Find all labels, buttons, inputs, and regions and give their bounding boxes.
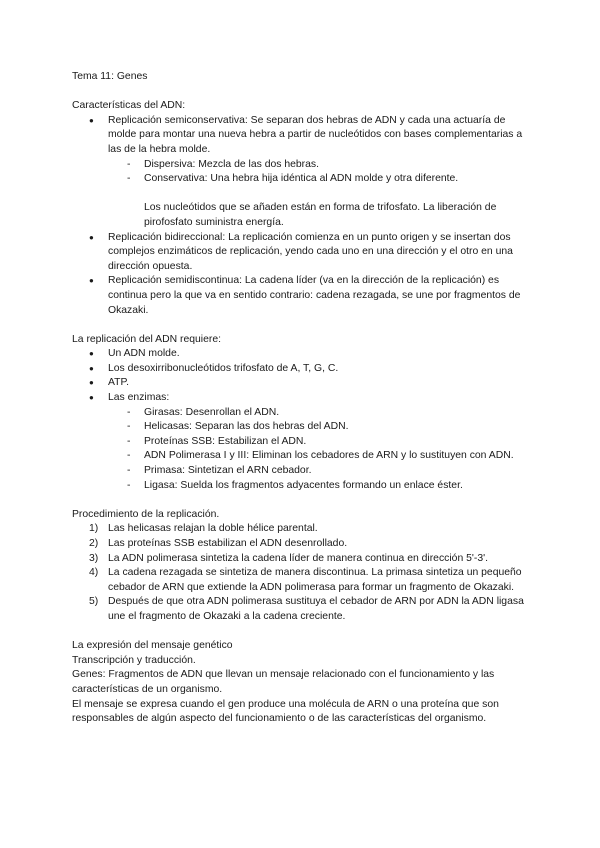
list-item: ● Replicación semidiscontinua: La cadena líder (va en la dirección de la replicación) es continua pero la que va en sentido contrario: cadena rezagada, se une por fragmentos de Okazaki. [72, 274, 532, 318]
enzyme-item: - Ligasa: Suelda los fragmentos adyacentes formando un enlace éster. [72, 479, 532, 494]
paragraph-mensaje: El mensaje se expresa cuando el gen produce una molécula de ARN o una proteína que son responsables de algún aspecto del funcionamiento o de las características del organismo. [72, 698, 499, 725]
enzyme-item: - ADN Polimerasa I y III: Eliminan los cebadores de ARN y lo sustituyen con ADN. [72, 449, 532, 464]
list-item: ● Replicación bidireccional: La replicación comienza en un punto origen y se insertan dos complejos enzimáticos de replicación, yendo cada uno en una dirección y el otro en una dirección opuesta. [72, 231, 532, 275]
section-heading-requiere: La replicación del ADN requiere: [72, 333, 222, 345]
spacer [72, 187, 532, 202]
step-text: Las helicasas relajan la doble hélice parental. [108, 523, 318, 535]
list-item: ● Replicación semiconservativa: Se separan dos hebras de ADN y cada una actuaría de molde para montar una nueva hebra a partir de nucleótidos con bases complementarias a las de la hebra molde. [72, 114, 532, 158]
step-item [72, 552, 532, 567]
step-number: 1) [89, 523, 99, 535]
caracteristicas-list [72, 114, 532, 318]
step-item [72, 566, 532, 595]
step-text: Las proteínas SSB estabilizan el ADN desenrollado. [108, 538, 348, 549]
sub-heading: Transcripción y traducción. [72, 654, 196, 666]
step-number: 5) [89, 596, 99, 608]
list-item: ● Un ADN molde. [72, 347, 532, 362]
list-item: ● Los desoxirribonucleótidos trifosfato de A, T, G, C. [72, 362, 532, 377]
section-heading-procedimiento: Procedimiento de la replicación. [72, 508, 220, 520]
step-text: Después de que otra ADN polimerasa sustituya el cebador de ARN por ADN la ADN ligasa une el fragmento de Okazaki a la cadena creciente. [108, 596, 524, 622]
step-text: La cadena rezagada se sintetiza de manera discontinua. La primasa sintetiza un pequeño cebador de ARN que extiende la ADN polimerasa para formar un fragmento de Okazaki. [108, 567, 522, 593]
section-heading-expresion: La expresión del mensaje genético [72, 640, 233, 652]
requiere-list [72, 347, 532, 493]
document-page [72, 70, 532, 727]
enzyme-item: - Primasa: Sintetizan el ARN cebador. [72, 464, 532, 479]
list-item: ● Las enzimas: [72, 391, 532, 406]
step-number: 2) [89, 538, 99, 549]
step-text: La ADN polimerasa sintetiza la cadena líder de manera continua en dirección 5'-3'. [108, 552, 488, 564]
page-title: Tema 11: Genes [72, 71, 148, 82]
sub-list-item: - Dispersiva: Mezcla de las dos hebras. [72, 158, 532, 173]
step-number: 3) [89, 552, 99, 564]
procedimiento-list [72, 522, 532, 624]
enzyme-item: - Proteínas SSB: Estabilizan el ADN. [72, 435, 532, 450]
step-item [72, 522, 532, 537]
enzyme-item: - Girasas: Desenrollan el ADN. [72, 406, 532, 421]
step-item [72, 537, 532, 552]
step-item [72, 595, 532, 624]
list-item: ● ATP. [72, 376, 532, 391]
enzyme-item: - Helicasas: Separan las dos hebras del ADN. [72, 420, 532, 435]
paragraph-genes: Genes: Fragmentos de ADN que llevan un mensaje relacionado con el funcionamiento y las características de un organismo. [72, 669, 495, 695]
section-heading-caracteristicas: Características del ADN: [72, 100, 186, 112]
indented-note: Los nucleótidos que se añaden están en forma de trifosfato. La liberación de pirofosfato suministra energía. [144, 202, 497, 228]
step-number: 4) [89, 567, 99, 579]
sub-list-item: - Conservativa: Una hebra hija idéntica al ADN molde y otra diferente. [72, 172, 532, 187]
